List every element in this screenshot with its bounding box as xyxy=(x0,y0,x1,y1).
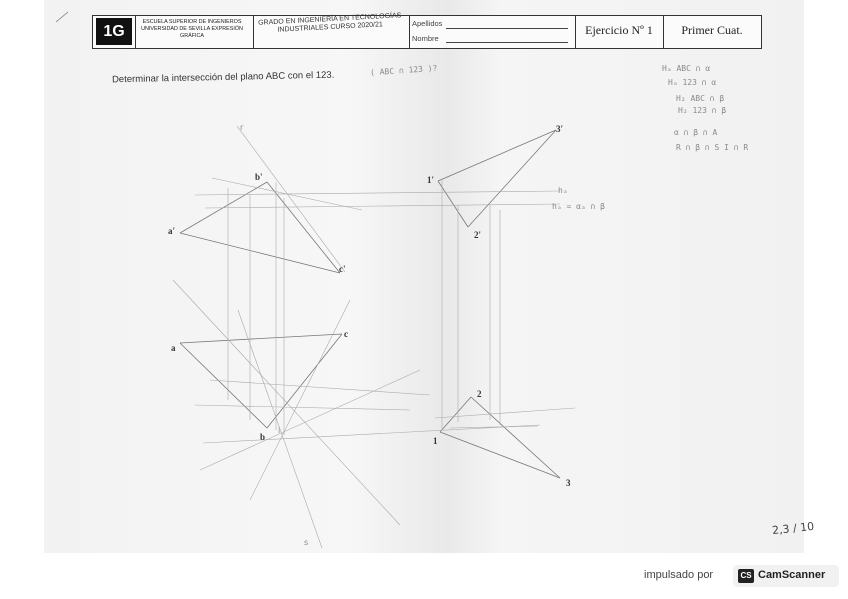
problem-statement: Determinar la intersección del plano ABC con el 123. xyxy=(111,69,335,86)
point-a: a xyxy=(171,343,176,353)
point-3-prime: 3' xyxy=(556,124,564,134)
powered-by-label: impulsado por xyxy=(644,569,714,581)
exercise-number: Ejercicio Nº 1 xyxy=(585,23,653,37)
handwritten-note-1: Hₐ ABC ∩ α xyxy=(662,64,711,73)
handwritten-note-5: α ∩ β ∩ A xyxy=(674,128,718,137)
handwritten-note-2: Hₐ 123 ∩ α xyxy=(668,78,717,87)
camscanner-icon: CS xyxy=(738,569,754,583)
handwritten-note-6: R ∩ β ∩ S I ∩ R xyxy=(676,143,749,152)
point-b-prime: b' xyxy=(255,172,263,182)
point-c: c xyxy=(344,329,348,339)
point-1-prime: 1' xyxy=(427,175,435,185)
handwritten-note-3: H₂ ABC ∩ β xyxy=(676,94,725,103)
line-label-1: hₐ xyxy=(558,186,568,195)
surname-field-line xyxy=(446,28,568,29)
line-r-label: r xyxy=(240,123,244,132)
point-1: 1 xyxy=(433,436,438,446)
point-2-prime: 2' xyxy=(474,230,482,240)
line-s-label: s xyxy=(304,538,309,547)
handwritten-note-4: H₂ 123 ∩ β xyxy=(678,106,727,115)
handwritten-grade: 2,3 / 10 xyxy=(771,519,815,538)
school-name: ESCUELA SUPERIOR DE INGENIEROS UNIVERSIDAD DE SEVILLA EXPRESIÓN GRÁFICA xyxy=(141,19,243,39)
school-logo: 1G xyxy=(96,18,132,45)
line-i-label: i xyxy=(278,426,281,435)
handwritten-question: ( ABC ∩ 123 )? xyxy=(369,63,438,78)
line-label-2: hₐ = αₐ ∩ β xyxy=(552,202,605,211)
camscanner-brand: CamScanner xyxy=(758,569,826,581)
term-label: Primer Cuat. xyxy=(681,23,743,37)
point-a-prime: a' xyxy=(168,226,176,236)
point-3: 3 xyxy=(566,478,571,488)
name-field-line xyxy=(446,42,568,43)
surname-label: Apellidos xyxy=(412,19,443,28)
name-label: Nombre xyxy=(412,34,439,43)
point-c-prime: c' xyxy=(339,264,346,274)
point-b: b xyxy=(260,432,266,442)
degree-course: GRADO EN INGENIERÍA EN TECNOLOGÍAS INDUSTRIALES CURSO 2020/21 xyxy=(257,12,402,34)
point-2: 2 xyxy=(477,389,482,399)
